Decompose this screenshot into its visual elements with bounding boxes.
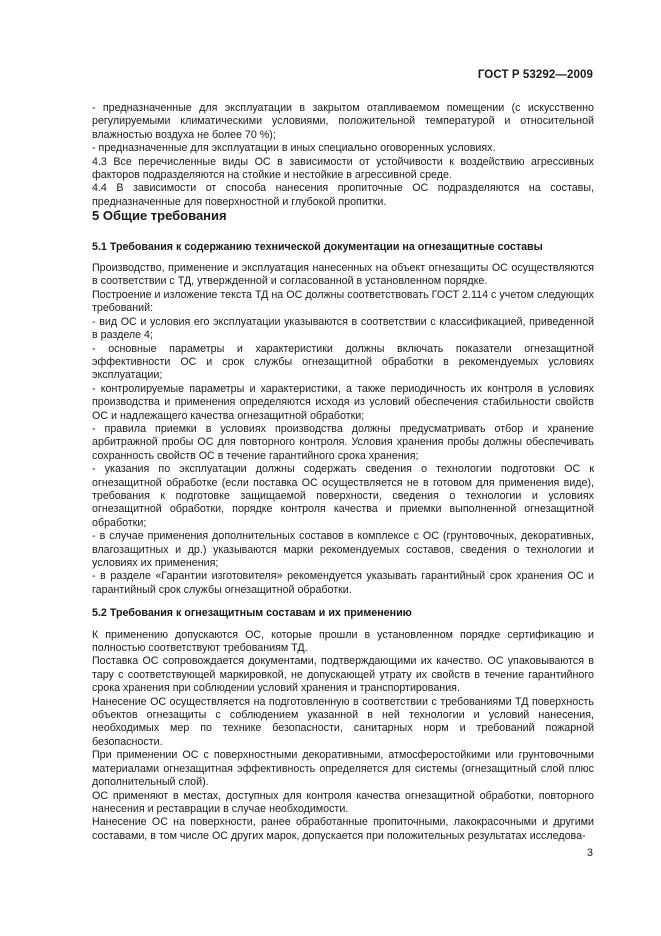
paragraph: Нанесение ОС на поверхности, ранее обработанные пропиточными, лакокрасочными и другими составами, в том числе ОС других марок, допускается при положительных результатах исследова- (92, 816, 594, 842)
page-number: 3 (586, 847, 593, 859)
paragraph: Построение и изложение текста ТД на ОС должны соответствовать ГОСТ 2.114 с учетом следующих требований: (92, 288, 594, 315)
document-code-header: ГОСТ Р 53292—2009 (477, 69, 593, 81)
paragraph: Производство, применение и эксплуатация нанесенных на объект огнезащиты ОС осуществляются в соответствии с ТД, утвержденной и согласованной в установленном порядке. (92, 262, 594, 288)
list-item: - контролируемые параметры и характеристики, а также периодичность их контроля в условиях производства и применения определяются исходя из условий обеспечения стабильности свойств ОС и надлежащего качества огнезащитной обработки; (92, 382, 594, 422)
subsection-5-1-title: 5.1 Требования к содержанию технической документации на огнезащитные составы (92, 240, 543, 253)
list-item: - в разделе «Гарантии изготовителя» рекомендуется указывать гарантийный срок хранения ОС и гарантийный срок службы огнезащитной обработки. (92, 570, 594, 596)
list-item: - указания по эксплуатации должны содержать сведения о технологии подготовки ОС к огнезащитной обработке (если поставка ОС осуществляется не в готовом для применения виде), требования к подготовке защищаемой поверхности, сведения о технологии и условиях огнезащитной обработки, порядке контроля качества и приемки выполненной огнезащитной обработки; (92, 463, 594, 529)
paragraph: Нанесение ОС осуществляется на подготовленную в соответствии с требованиями ТД поверхность объектов огнезащиты с соблюдением указанной в ней технологии и условий нанесения, необходимых мер по технике безопасности, санитарных норм и требований пожарной безопасности. (92, 695, 594, 748)
list-item: - основные параметры и характеристики должны включать показатели огнезащитной эффективности ОС и срок службы огнезащитной обработки в рекомендуемых условиях эксплуатации; (92, 342, 594, 382)
paragraph: К применению допускаются ОС, которые прошли в установленном порядке сертификацию и полностью соответствуют требованиям ТД. (92, 628, 594, 655)
paragraph: Поставка ОС сопровождается документами, подтверждающими их качество. ОС упаковываются в тару с соответствующей маркировкой, не допускающей утрату их свойств в течение гарантийного срока хранения при соблюдении условий хранения и транспортирования. (92, 655, 594, 695)
paragraph: 4.4 В зависимости от способа нанесения пропиточные ОС подразделяются на составы, предназначенные для поверхностной и глубокой пропитки. (92, 182, 594, 208)
paragraph: ОС применяют в местах, доступных для контроля качества огнезащитной обработки, повторного нанесения и реставрации в случае необходимости. (92, 789, 594, 815)
paragraph: - предназначенные для эксплуатации в закрытом отапливаемом помещении (с искусственно регулируемыми климатическими условиями, положительной температурой и относительной влажностью воздуха не более 70 %); (92, 102, 594, 141)
document-body (92, 102, 594, 843)
list-item: - в случае применения дополнительных составов в комплексе с ОС (грунтовочных, декоративных, влагозащитных и др.) указываются марки рекомендуемых составов, сведения о технологии и условиях их применения; (92, 530, 594, 569)
subsection-5-2-title: 5.2 Требования к огнезащитным составам и их применению (92, 607, 412, 620)
paragraph: 4.3 Все перечисленные виды ОС в зависимости от устойчивости к воздействию агрессивных факторов подразделяются на стойкие и нестойкие в агрессивной среде. (92, 155, 594, 182)
paragraph: - предназначенные для эксплуатации в иных специально оговоренных условиях. (92, 142, 496, 155)
list-item: - вид ОС и условия его эксплуатации указываются в соответствии с классификацией, приведенной в разделе 4; (92, 315, 594, 342)
section-5-title: 5 Общие требования (92, 208, 227, 224)
paragraph: При применении ОС с поверхностными декоративными, атмосферостойкими или грунтовочными материалами огнезащитная эффективность определяется для системы (огнезащитный слой плюс дополнительный слой). (92, 749, 594, 789)
list-item: - правила приемки в условиях производства должны предусматривать отбор и хранение арбитражной пробы ОС для повторного контроля. Условия хранения пробы должны обеспечивать сохранность свойств ОС в течение гарантийного срока хранения; (92, 422, 594, 462)
